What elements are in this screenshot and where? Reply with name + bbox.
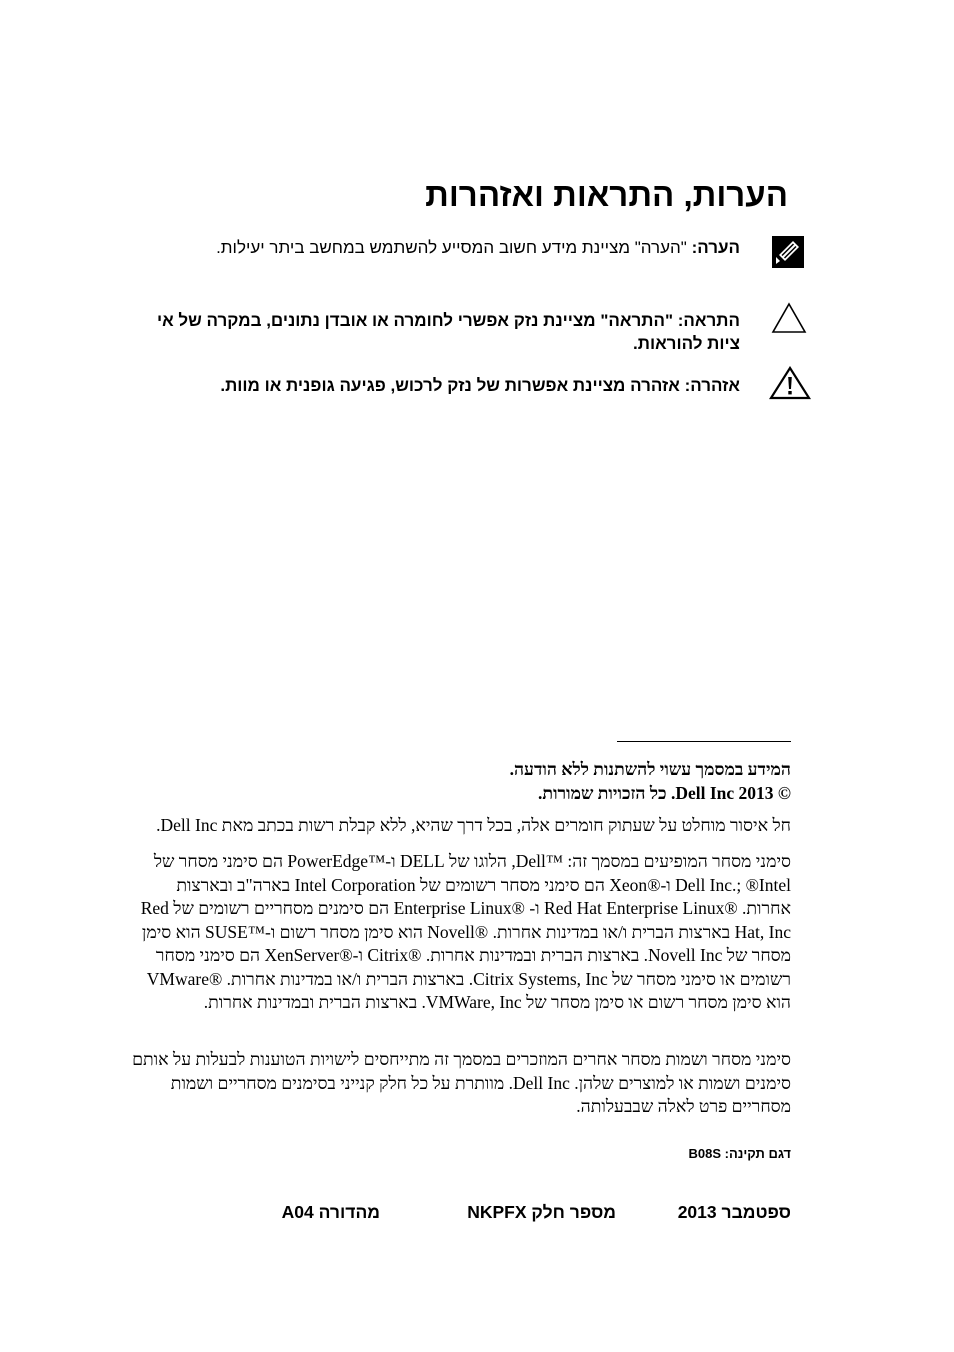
part-number: מספר חלק NKPFX: [467, 1202, 616, 1222]
change-notice: המידע במסמך עשוי להשתנות ללא הודעה.: [509, 759, 791, 779]
page-title: הערות, התראות ואזהרות: [425, 176, 788, 213]
other-trademarks-paragraph: סימני מסחר ושמות מסחר אחרים המוזכרים במסמך זה מתייחסים לישויות הטוענות לבעלות על אותם סימנים ושמות או למוצרים שלהן. Dell Inc. מוותרת על כל חלק קנייני בסימנים מסחריים ושמות מסחריים פרט לאלה שבבעלותה.: [132, 1049, 791, 1116]
note-text: "הערה" מציינת מידע חשוב המסייע להשתמש במחשב ביתר יעילות.: [216, 238, 692, 257]
warning-label: אזהרה:: [684, 376, 740, 395]
regulatory-model: דגם תקינה: B08S: [688, 1146, 791, 1161]
trademarks-paragraph: סימני מסחר המופיעים במסמך זה: ™Dell, הלוגו של DELL ו-™PowerEdge הם סימני מסחר של Dell Inc.; ®Intel ו-®Xeon הם סימני מסחר רשומים של Intel Corporation בארה"ב ובארצות אחרות. ®Red Hat Enterprise Linux ו- ®Enterprise Linux הם סימנים מסחריים רשומים של Red Hat, Inc בארצות הברית ו/או במדינות אחרות. ®Novell הוא סימן מסחר רשום ו-™SUSE הוא סימן מסחר של Novell Inc. בארצות הברית ובמדינות אחרות. ®Citrix ו-®XenServer הם סימני מסחר רשומים או סימני מסחר של Citrix Systems, Inc. בארצות הברית ו/או במדינות אחרות. ®VMware הוא סימן מסחר רשום או סימן מסחר של VMWare, Inc. בארצות הברית ובמדינות אחרות.: [140, 851, 791, 1012]
reproduction-notice: חל איסור מוחלט על שעתוק חומרים אלה, בכל דרך שהיא, ללא קבלת רשות בכתב מאת Dell Inc.: [156, 815, 791, 835]
note-notice: [180, 236, 740, 259]
caution-text: "התראה" מציינת נזק אפשרי לחומרה או אובדן נתונים, במקרה של אי ציות להוראות.: [156, 311, 740, 353]
copyright-line: © 2013 Dell Inc. כל הזכויות שמורות.: [538, 783, 791, 803]
warning-text: אזהרה מציינת אפשרות של נזק לרכוש, פגיעה גופנית או מוות.: [220, 376, 685, 395]
publication-date: ספטמבר 2013: [677, 1202, 791, 1222]
pencil-note-icon: [772, 236, 804, 268]
caution-label: התראה:: [677, 311, 740, 330]
note-label: הערה:: [691, 238, 740, 257]
warning-notice: [140, 374, 740, 397]
caution-triangle-icon: [771, 302, 807, 334]
revision: מהדורה A04: [281, 1202, 380, 1222]
section-divider: [617, 741, 791, 742]
warning-exclamation-icon: [769, 366, 811, 400]
caution-notice: [140, 309, 740, 355]
